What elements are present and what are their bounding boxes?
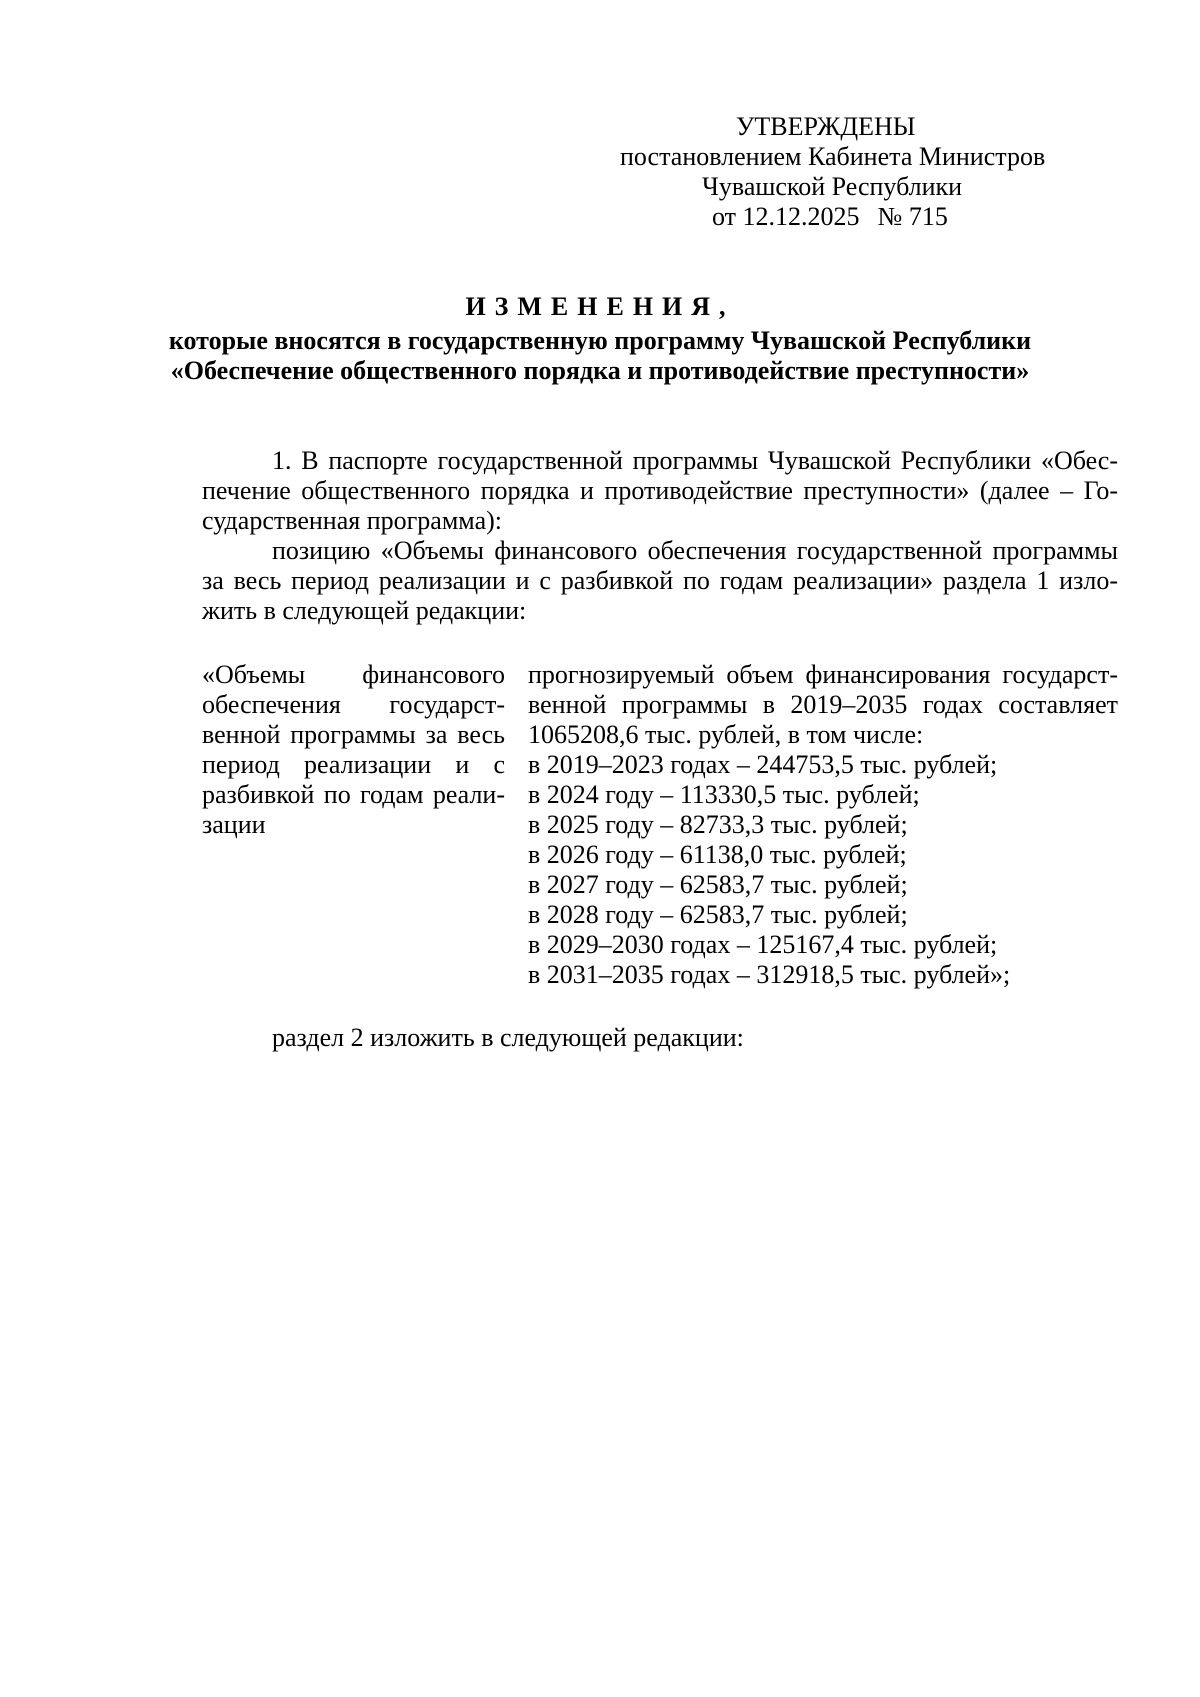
paragraph-2 <box>202 536 1118 626</box>
document-body <box>202 446 1118 626</box>
financing-item: в 2019–2023 годах – 244753,5 тыс. рублей; <box>528 750 998 779</box>
title-line-1: которые вносятся в государственную программу Чувашской Республики <box>168 326 1032 355</box>
title-line-2: «Обеспечение общественного порядка и противодействие преступности» <box>170 356 1030 385</box>
paragraph-2-line: за весь период реализации и с разбивкой по годам реализации» раздела 1 изло- <box>202 566 1118 595</box>
table-right-intro-line: прогнозируемый объем финансирования государст- <box>528 660 1118 689</box>
table-left-line: обеспечения государст- <box>202 690 505 719</box>
financing-item: в 2026 году – 61138,0 тыс. рублей; <box>528 840 907 869</box>
approval-stamp <box>620 112 1120 232</box>
approval-date: от 12.12.2025 <box>712 202 860 231</box>
table-left-line: разбивкой по годам реали- <box>202 780 505 809</box>
paragraph-1 <box>202 446 1118 536</box>
paragraph-1-line: печение общественного порядка и противодействие преступности» (далее – Го- <box>202 476 1118 505</box>
table-right-intro-line: 1065208,6 тыс. рублей, в том числе: <box>528 720 924 749</box>
financing-item: в 2024 году – 113330,5 тыс. рублей; <box>528 780 920 809</box>
approval-date-line <box>712 202 1120 232</box>
financing-item: в 2029–2030 годах – 125167,4 тыс. рублей; <box>528 930 998 959</box>
financing-item: в 2027 году – 62583,7 тыс. рублей; <box>528 870 908 899</box>
approval-title: УТВЕРЖДЕНЫ <box>736 112 916 141</box>
table-left-column <box>202 660 505 840</box>
paragraph-2-line: жить в следующей редакции: <box>202 596 527 625</box>
financing-item: в 2025 году – 82733,3 тыс. рублей; <box>528 810 908 839</box>
approval-number: № 715 <box>877 202 948 231</box>
paragraph-1-line: сударственная программа): <box>202 506 502 535</box>
paragraph-1-line: 1. В паспорте государственной программы Чувашской Республики «Обес- <box>272 446 1118 475</box>
table-right-intro-line: венной программы в 2019–2035 годах составляет <box>528 690 1118 719</box>
closing-paragraph: раздел 2 изложить в следующей редакции: <box>272 1023 744 1052</box>
title-heading: ИЗМЕНЕНИЯ, <box>465 292 735 321</box>
table-left-line: «Объемы финансового <box>202 660 505 689</box>
document-title <box>120 292 1080 386</box>
approval-republic: Чувашской Республики <box>702 172 963 201</box>
table-right-column <box>528 660 1118 990</box>
table-left-line: период реализации и с <box>202 750 505 779</box>
financing-item: в 2031–2035 годах – 312918,5 тыс. рублей»; <box>528 960 1011 989</box>
approval-issuer: постановлением Кабинета Министров <box>620 142 1046 171</box>
table-left-line: зации <box>202 810 266 839</box>
financing-item: в 2028 году – 62583,7 тыс. рублей; <box>528 900 908 929</box>
paragraph-2-line: позицию «Объемы финансового обеспечения государственной программы <box>272 536 1118 565</box>
table-left-line: венной программы за весь <box>202 720 505 749</box>
